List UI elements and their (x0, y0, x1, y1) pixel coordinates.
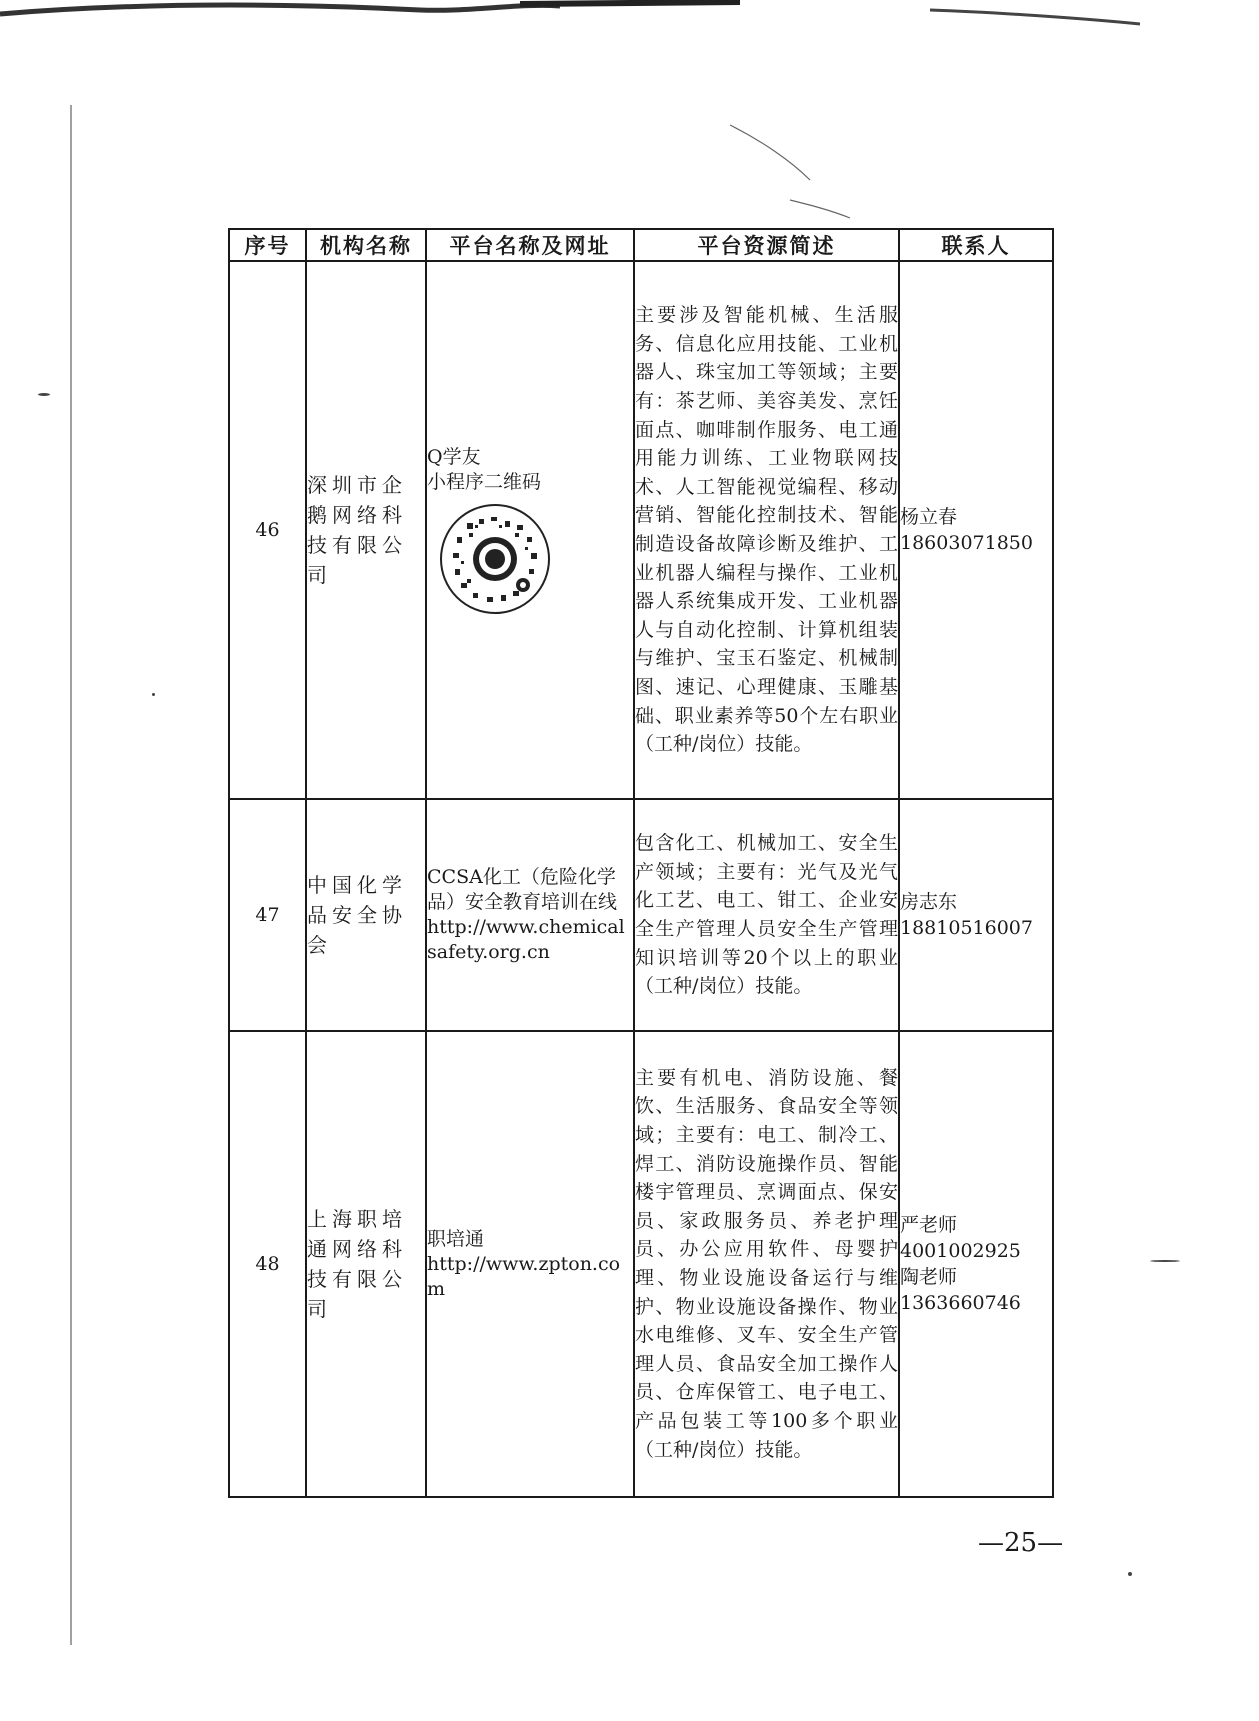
row-platform (426, 799, 634, 1031)
scan-speck (38, 393, 50, 396)
header-contact: 联系人 (899, 229, 1053, 261)
contact-phone: 18810516007 (900, 917, 1033, 939)
table-row (229, 261, 1053, 799)
row-organization: 深圳市企鹅网络科技有限公司 (306, 261, 426, 799)
row-contact (899, 261, 1053, 799)
row-serial-number: 47 (229, 799, 306, 1031)
contact-name: 房志东 (900, 891, 958, 913)
row-organization: 中国化学品安全协会 (306, 799, 426, 1031)
header-platform: 平台名称及网址 (426, 229, 634, 261)
contact-phone: 4001002925 (900, 1240, 1021, 1262)
row-platform (426, 261, 634, 799)
scan-speck (152, 693, 155, 696)
resource-table (228, 228, 1054, 1498)
table-header-row (229, 229, 1053, 261)
scan-margin-line (70, 105, 72, 1645)
row-platform (426, 1031, 634, 1497)
row-description: 主要涉及智能机械、生活服务、信息化应用技能、工业机器人、珠宝加工等领域；主要有：茶艺师、美容美发、烹饪面点、咖啡制作服务、电工通用能力训练、工业物联网技术、人工智能视觉编程、移动营销、智能化控制技术、智能制造设备故障诊断及维护、工业机器人编程与操作、工业机器人系统集成开发、工业机器人与自动化控制、计算机组装与维护、宝玉石鉴定、机械制图、速记、心理健康、玉雕基础、职业素养等50个左右职业（工种/岗位）技能。 (634, 261, 899, 799)
header-organization: 机构名称 (306, 229, 426, 261)
contact-name: 严老师 (900, 1214, 958, 1236)
table-row (229, 1031, 1053, 1497)
contact-phone: 18603071850 (900, 532, 1033, 554)
row-contact (899, 1031, 1053, 1497)
row-description: 包含化工、机械加工、安全生产领域；主要有：光气及光气化工艺、电工、钳工、企业安全生产管理人员安全生产管理知识培训等20个以上的职业（工种/岗位）技能。 (634, 799, 899, 1031)
header-serial-number: 序号 (229, 229, 306, 261)
row-serial-number: 48 (229, 1031, 306, 1497)
platform-name: CCSA化工（危险化学品）安全教育培训在线 (427, 866, 618, 913)
row-organization: 上海职培通网络科技有限公司 (306, 1031, 426, 1497)
table-row (229, 799, 1053, 1031)
scan-edge-artifact (0, 0, 1259, 30)
page-number: —25— (978, 1528, 1064, 1558)
scan-scratch-mark (720, 120, 860, 220)
contact-phone: 1363660746 (900, 1292, 1021, 1314)
platform-url[interactable]: http://www.chemicalsafety.org.cn (427, 916, 625, 963)
platform-name: 职培通 (427, 1227, 485, 1250)
platform-subtitle: 小程序二维码 (427, 471, 542, 493)
row-serial-number: 46 (229, 261, 306, 799)
qr-code-icon[interactable] (439, 503, 551, 615)
header-description: 平台资源简述 (634, 229, 899, 261)
platform-url[interactable]: http://www.zpton.com (427, 1252, 621, 1300)
contact-name: 陶老师 (900, 1266, 958, 1288)
row-contact (899, 799, 1053, 1031)
contact-name: 杨立春 (900, 506, 958, 528)
scan-speck (1128, 1572, 1132, 1576)
row-description: 主要有机电、消防设施、餐饮、生活服务、食品安全等领域；主要有：电工、制冷工、焊工、消防设施操作员、智能楼宇管理员、烹调面点、保安员、家政服务员、养老护理员、办公应用软件、母婴护理、物业设施设备运行与维护、物业设施设备操作、物业水电维修、叉车、安全生产管理人员、食品安全加工操作人员、仓库保管工、电子电工、产品包装工等100多个职业（工种/岗位）技能。 (634, 1031, 899, 1497)
platform-name: Q学友 (427, 446, 481, 468)
scan-speck (1150, 1260, 1180, 1262)
